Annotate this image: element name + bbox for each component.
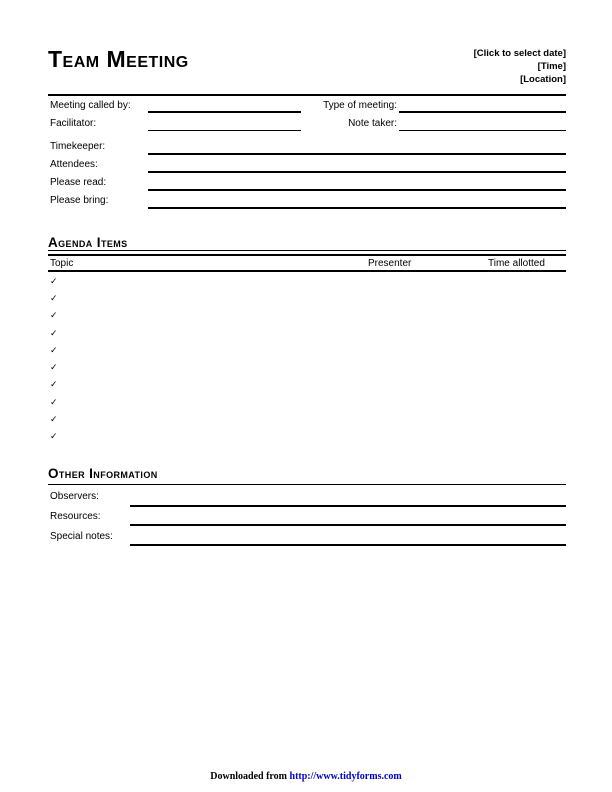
- please-bring-label: Please bring:: [50, 195, 109, 206]
- agenda-row[interactable]: [48, 431, 566, 447]
- agenda-row[interactable]: [48, 379, 566, 395]
- check-icon: ✓: [50, 310, 58, 320]
- type-of-meeting-label: Type of meeting:: [323, 100, 397, 111]
- agenda-row[interactable]: [48, 345, 566, 361]
- check-icon: ✓: [50, 431, 58, 441]
- tidyforms-link[interactable]: http://www.tidyforms.com: [289, 771, 402, 782]
- agenda-row[interactable]: [48, 397, 566, 413]
- header-rule: [48, 94, 566, 96]
- column-time-allotted: Time allotted: [488, 258, 545, 269]
- footer: [0, 771, 612, 782]
- facilitator-label: Facilitator:: [50, 118, 97, 129]
- timekeeper-field[interactable]: [148, 153, 566, 155]
- note-taker-label: Note taker:: [348, 118, 397, 129]
- time-placeholder[interactable]: [Time]: [537, 61, 566, 72]
- meeting-called-by-label: Meeting called by:: [50, 100, 131, 111]
- other-information-heading: Other Information: [48, 466, 158, 481]
- agenda-row[interactable]: [48, 293, 566, 309]
- check-icon: ✓: [50, 379, 58, 389]
- agenda-items-heading: Agenda Items: [48, 235, 128, 250]
- attendees-label: Attendees:: [50, 159, 98, 170]
- check-icon: ✓: [50, 414, 58, 424]
- agenda-row[interactable]: [48, 276, 566, 292]
- column-topic: Topic: [50, 258, 74, 269]
- agenda-header-bottom-rule: [48, 270, 566, 272]
- timekeeper-label: Timekeeper:: [50, 141, 106, 152]
- meeting-meta-block: [474, 47, 566, 86]
- location-placeholder[interactable]: [Location]: [520, 74, 566, 85]
- facilitator-field[interactable]: [148, 130, 301, 131]
- document-title: Team Meeting: [48, 46, 189, 72]
- agenda-row[interactable]: [48, 414, 566, 430]
- other-heading-rule: [48, 484, 566, 485]
- agenda-table-top-rule: [48, 254, 566, 256]
- note-taker-field[interactable]: [399, 130, 566, 131]
- resources-label: Resources:: [50, 511, 101, 522]
- type-of-meeting-field[interactable]: [399, 111, 566, 113]
- agenda-row[interactable]: [48, 310, 566, 326]
- check-icon: ✓: [50, 276, 58, 286]
- observers-label: Observers:: [50, 491, 99, 502]
- please-bring-field[interactable]: [148, 207, 566, 209]
- check-icon: ✓: [50, 328, 58, 338]
- column-presenter: Presenter: [368, 258, 412, 269]
- agenda-row[interactable]: [48, 362, 566, 378]
- resources-field[interactable]: [130, 524, 566, 526]
- check-icon: ✓: [50, 345, 58, 355]
- check-icon: ✓: [50, 293, 58, 303]
- special-notes-label: Special notes:: [50, 531, 113, 542]
- observers-field[interactable]: [130, 505, 566, 507]
- meeting-called-by-field[interactable]: [148, 111, 301, 113]
- check-icon: ✓: [50, 397, 58, 407]
- date-placeholder[interactable]: [Click to select date]: [473, 48, 566, 59]
- check-icon: ✓: [50, 362, 58, 372]
- special-notes-field[interactable]: [130, 544, 566, 546]
- agenda-heading-rule: [48, 250, 566, 251]
- attendees-field[interactable]: [148, 171, 566, 173]
- footer-prefix: Downloaded from: [210, 771, 290, 782]
- please-read-field[interactable]: [148, 189, 566, 191]
- agenda-row[interactable]: [48, 328, 566, 344]
- please-read-label: Please read:: [50, 177, 107, 188]
